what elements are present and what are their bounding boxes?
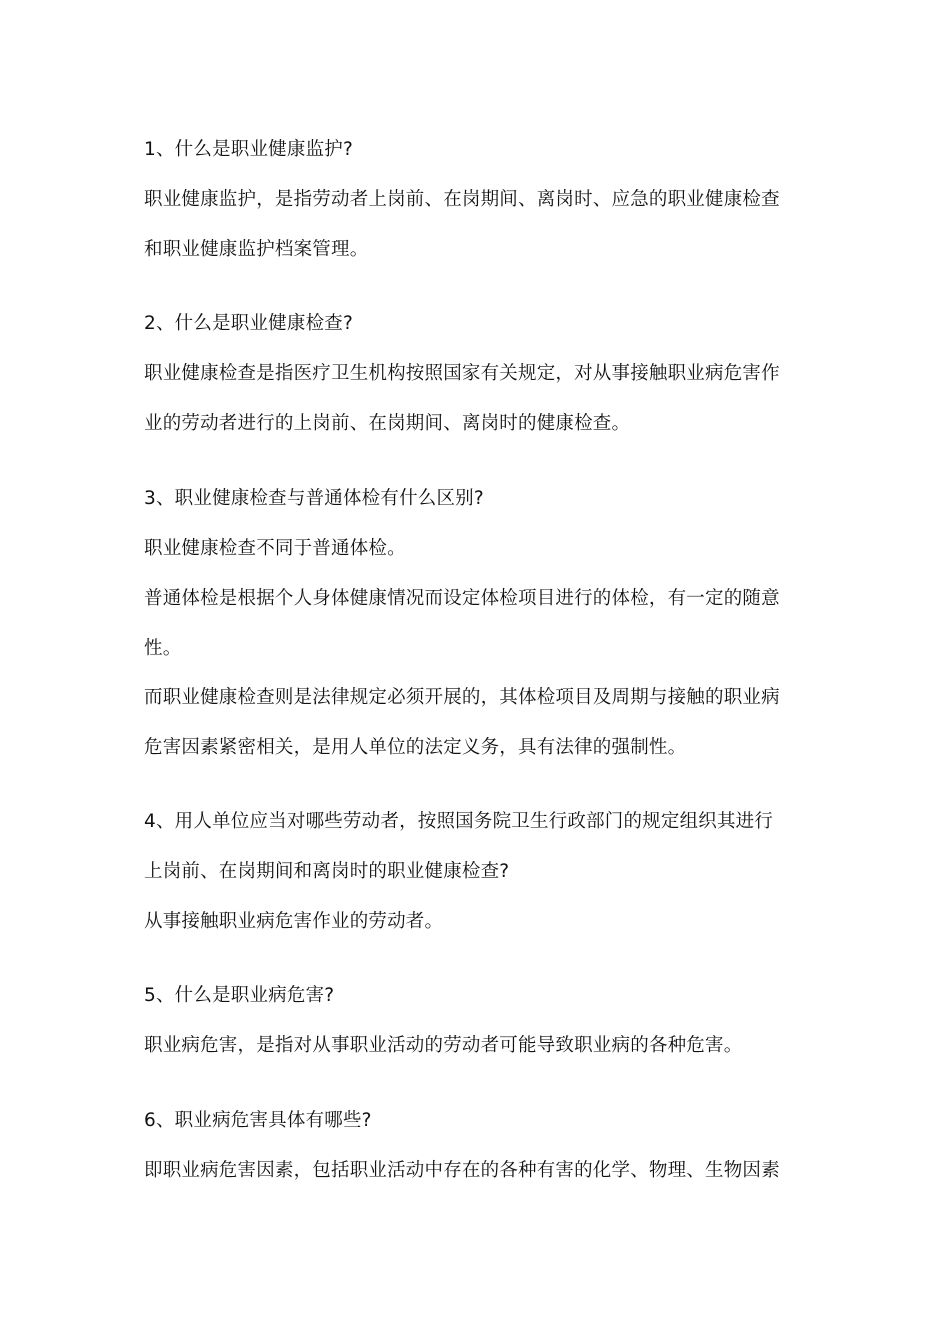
answer-2-line-2: 业的劳动者进行的上岗前、在岗期间、离岗时的健康检查。 xyxy=(144,413,631,434)
answer-6-line-1: 即职业病危害因素，包括职业活动中存在的各种有害的化学、物理、生物因素 xyxy=(144,1160,780,1181)
answer-3-line-3: 性。 xyxy=(144,638,182,659)
answer-3-line-4: 而职业健康检查则是法律规定必须开展的，其体检项目及周期与接触的职业病 xyxy=(144,687,780,708)
answer-4-line-1: 从事接触职业病危害作业的劳动者。 xyxy=(144,911,444,932)
question-4-line-2: 上岗前、在岗期间和离岗时的职业健康检查? xyxy=(144,861,510,882)
question-5-text: 5、什么是职业病危害? xyxy=(144,985,335,1006)
question-6-text: 6、职业病危害具体有哪些? xyxy=(144,1110,372,1131)
answer-3-line-5: 危害因素紧密相关，是用人单位的法定义务，具有法律的强制性。 xyxy=(144,737,687,758)
question-3-text: 3、职业健康检查与普通体检有什么区别? xyxy=(144,488,484,509)
question-4-line-1: 4、用人单位应当对哪些劳动者，按照国务院卫生行政部门的规定组织其进行 xyxy=(144,811,774,832)
answer-2-line-1: 职业健康检查是指医疗卫生机构按照国家有关规定，对从事接触职业病危害作 xyxy=(144,363,780,384)
answer-1-line-1: 职业健康监护，是指劳动者上岗前、在岗期间、离岗时、应急的职业健康检查 xyxy=(144,189,780,210)
question-2-text: 2、什么是职业健康检查? xyxy=(144,313,353,334)
answer-5-line-1: 职业病危害，是指对从事职业活动的劳动者可能导致职业病的各种危害。 xyxy=(144,1035,743,1056)
answer-3-line-1: 职业健康检查不同于普通体检。 xyxy=(144,538,406,559)
answer-1-line-2: 和职业健康监护档案管理。 xyxy=(144,239,369,260)
answer-3-line-2: 普通体检是根据个人身体健康情况而设定体检项目进行的体检，有一定的随意 xyxy=(144,588,780,609)
question-1-text: 1、什么是职业健康监护? xyxy=(144,139,353,160)
